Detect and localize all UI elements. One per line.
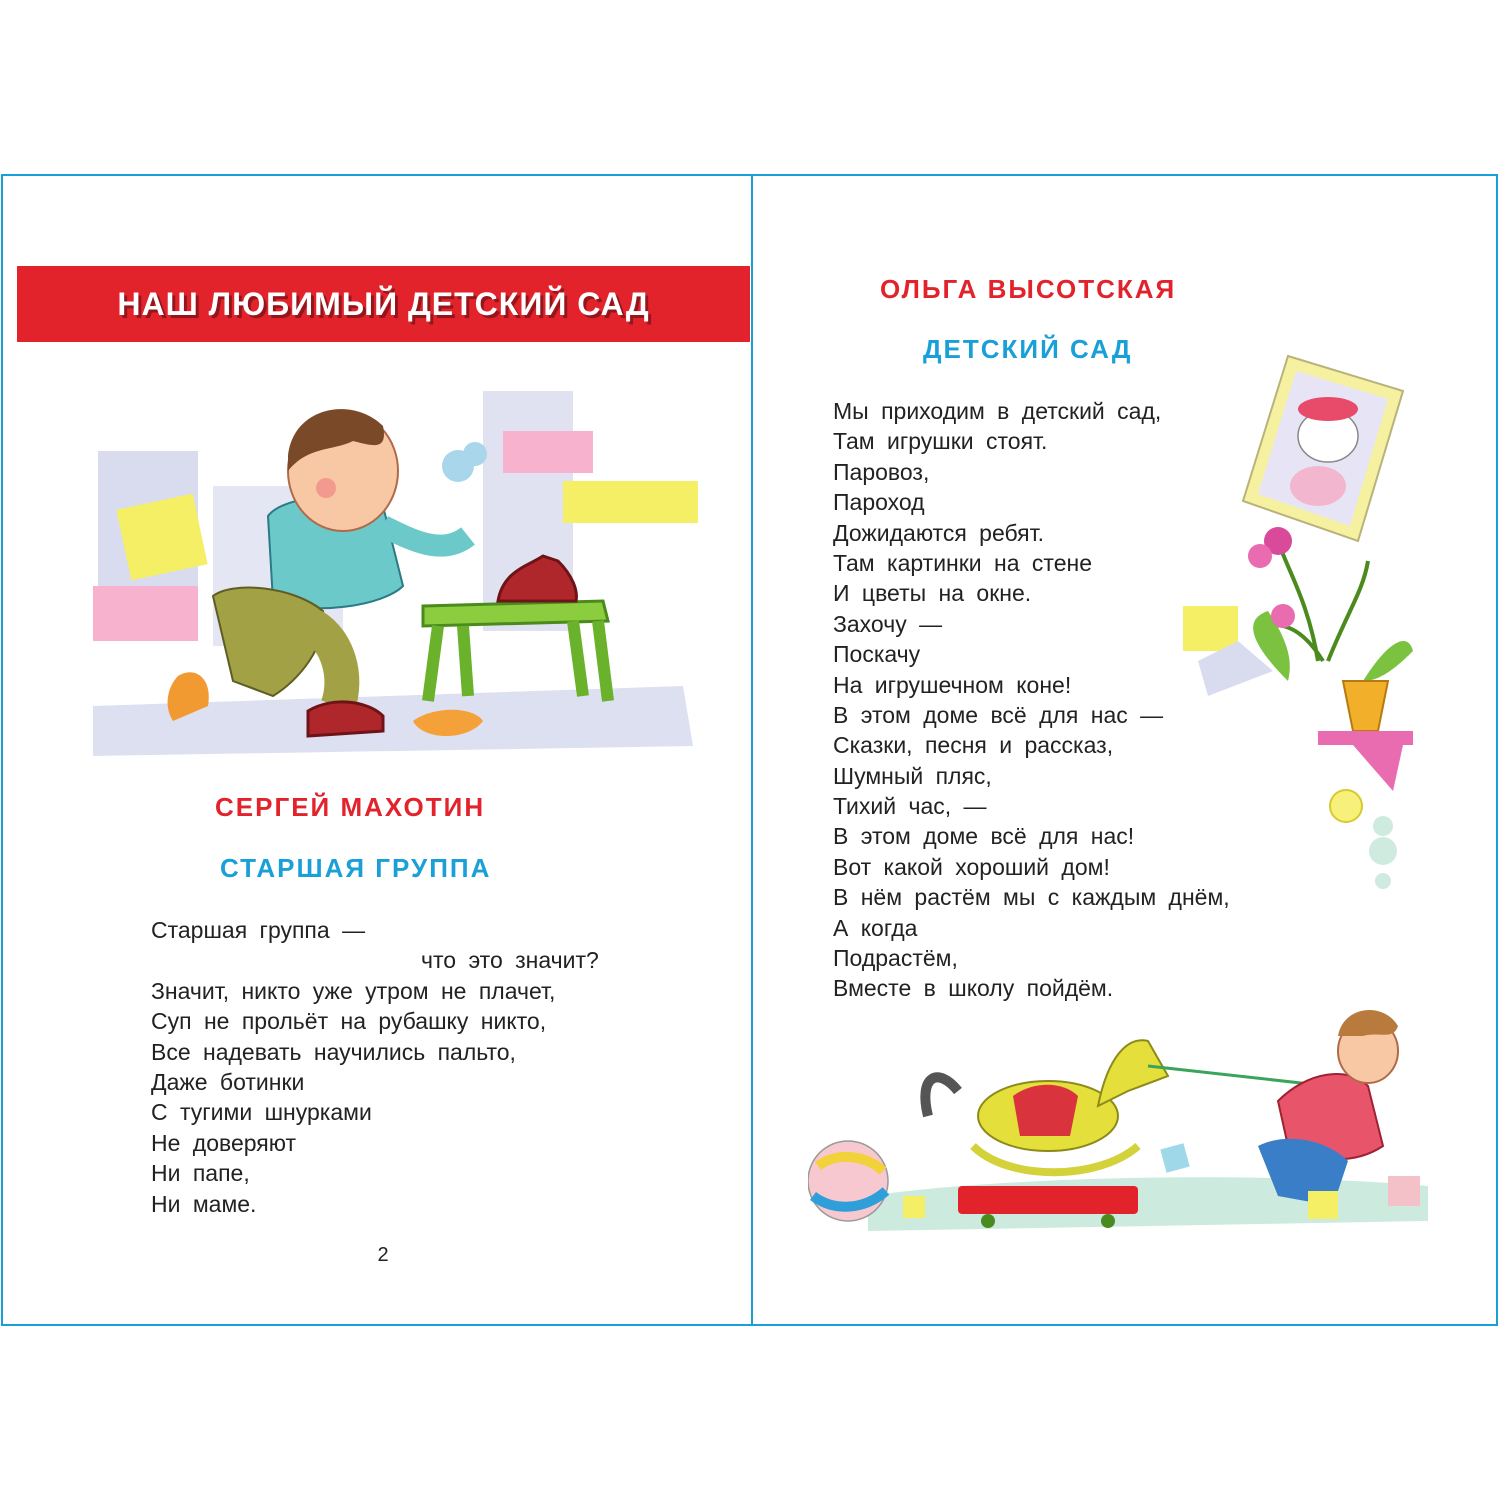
chapter-title: НАШ ЛЮБИМЫЙ ДЕТСКИЙ САД xyxy=(117,286,650,322)
poem-line: А когда xyxy=(833,914,918,941)
poem-line: Шумный пляс, xyxy=(833,762,992,789)
poem-line: Вместе в школу пойдём. xyxy=(833,975,1114,1002)
poem-line: Сказки, песня и рассказ, xyxy=(833,732,1114,759)
poem-line: С тугими шнурками xyxy=(151,1099,372,1126)
left-poem-title: СТАРШАЯ ГРУППА xyxy=(220,853,492,883)
poem-line: Там игрушки стоят. xyxy=(833,428,1048,455)
poem-line: Поскачу xyxy=(833,641,921,668)
poem-line: Дожидаются ребят. xyxy=(833,519,1045,546)
poem-line: Пароход xyxy=(833,489,925,516)
boy-tying-shoes-illustration xyxy=(83,376,703,776)
page-number: 2 xyxy=(377,1244,389,1266)
poem-line: Паровоз, xyxy=(833,458,930,485)
poem-line: В нём растём мы с каждым днём, xyxy=(833,884,1230,911)
poem-line: Суп не прольёт на рубашку никто, xyxy=(151,1008,547,1035)
poem-line: Вот какой хороший дом! xyxy=(833,853,1110,880)
poem-line: Там картинки на стене xyxy=(833,549,1092,576)
poem-line: Не доверяют xyxy=(151,1129,297,1156)
chapter-banner xyxy=(17,266,750,342)
poem-line: Значит, никто уже утром не плачет, xyxy=(151,977,556,1004)
poem-line: Все надевать научились пальто, xyxy=(151,1038,516,1065)
page-divider xyxy=(751,176,753,1324)
poem-line: Ни маме. xyxy=(151,1190,257,1217)
poem-line: Даже ботинки xyxy=(151,1068,305,1095)
poem-line: Захочу — xyxy=(833,610,943,637)
left-author: СЕРГЕЙ МАХОТИН xyxy=(215,792,486,822)
poem-line: И цветы на окне. xyxy=(833,580,1032,607)
poem-line: Старшая группа — xyxy=(151,917,366,943)
picture-and-flower-illustration xyxy=(1178,351,1418,891)
right-poem-title: ДЕТСКИЙ САД xyxy=(923,334,1133,364)
left-poem xyxy=(151,915,599,1219)
poem-line: В этом доме всё для нас — xyxy=(833,701,1164,728)
poem-line: Подрастём, xyxy=(833,945,958,972)
poem-line: Тихий час, — xyxy=(833,793,987,820)
poem-line: что это значит? xyxy=(421,947,599,974)
right-poem xyxy=(833,396,1230,1004)
poem-line: На игрушечном коне! xyxy=(833,671,1072,698)
poem-line: Мы приходим в детский сад, xyxy=(833,398,1162,424)
boy-pulling-rocking-horse-illustration xyxy=(808,996,1448,1246)
poem-line: Ни папе, xyxy=(151,1160,250,1187)
book-spread xyxy=(1,174,1498,1326)
right-author: ОЛЬГА ВЫСОТСКАЯ xyxy=(880,274,1177,304)
poem-line: В этом доме всё для нас! xyxy=(833,823,1135,850)
